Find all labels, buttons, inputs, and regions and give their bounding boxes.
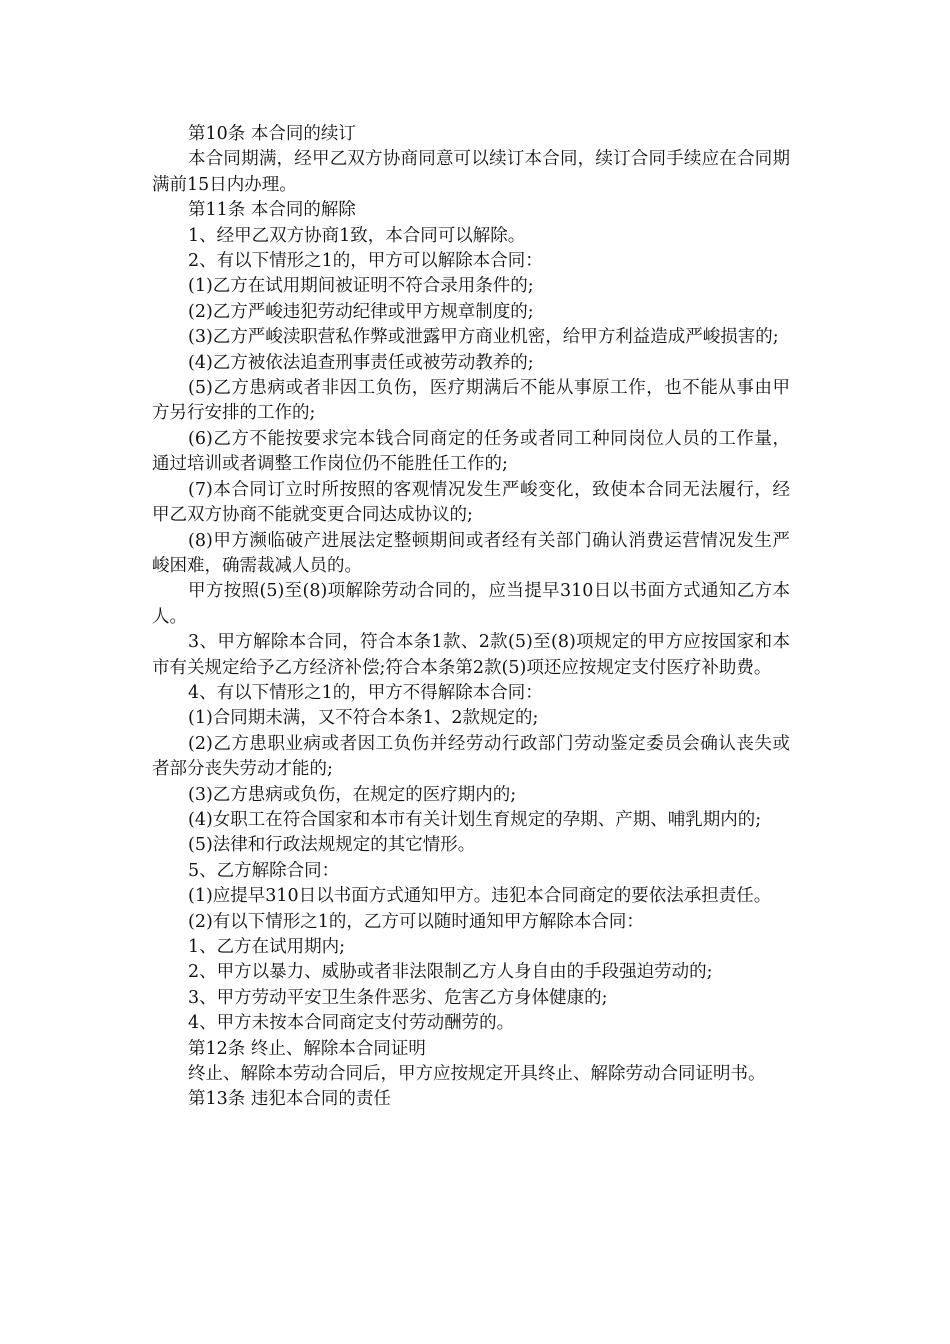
sub-item: (3)乙方患病或负伤，在规定的医疗期内的;	[188, 784, 517, 805]
sub-item: (2)乙方严峻违犯劳动纪律或甲方规章制度的;	[188, 301, 534, 322]
list-item: 3、甲方劳动平安卫生条件恶劣、危害乙方身体健康的;	[188, 987, 608, 1008]
sub-item: (1)合同期未满，又不符合本条1、2款规定的;	[188, 708, 539, 729]
sub-item: (5)法律和行政法规规定的其它情形。	[188, 835, 476, 856]
sub-item: (4)乙方被依法追查刑事责任或被劳动教养的;	[188, 352, 534, 373]
sub-item: (1)乙方在试用期间被证明不符合录用条件的;	[188, 276, 534, 297]
sub-item: (3)乙方严峻渎职营私作弊或泄露甲方商业机密，给甲方利益造成严峻损害的;	[188, 327, 779, 348]
clause-item: 4、有以下情形之1的，甲方不得解除本合同：	[188, 682, 543, 703]
sub-item: (7)本合同订立时所按照的客观情况发生严峻变化，致使本合同无法履行，经甲乙双方协商不能就变更合同达成协议的;	[152, 479, 790, 526]
paragraph: 甲方按照(5)至(8)项解除劳动合同的，应当提早310日以书面方式通知乙方本人。	[152, 581, 790, 627]
list-item: 1、乙方在试用期内;	[188, 937, 346, 957]
section-heading-13: 第13条 违犯本合同的责任	[188, 1089, 391, 1110]
sub-item: (2)有以下情形之1的，乙方可以随时通知甲方解除本合同：	[188, 911, 644, 932]
sub-item: (8)甲方濒临破产进展法定整顿期间或者经有关部门确认消费运营情况发生严峻困难，确需裁减人员的。	[152, 530, 790, 576]
clause-item: 1、经甲乙双方协商1致，本合同可以解除。	[188, 225, 526, 246]
sub-item: (5)乙方患病或者非因工负伤，医疗期满后不能从事原工作，也不能从事由甲方另行安排的工作的;	[152, 378, 790, 424]
sub-item: (4)女职工在符合国家和本市有关计划生育规定的孕期、产期、哺乳期内的;	[188, 809, 762, 830]
sub-item: (2)乙方患职业病或者因工负伤并经劳动行政部门劳动鉴定委员会确认丧失或者部分丧失劳动才能的;	[152, 733, 790, 780]
sub-item: (6)乙方不能按要求完本钱合同商定的任务或者同工种同岗位人员的工作量，通过培训或者调整工作岗位仍不能胜任工作的;	[152, 428, 790, 475]
list-item: 4、甲方未按本合同商定支付劳动酬劳的。	[188, 1013, 515, 1034]
clause-item: 2、有以下情形之1的，甲方可以解除本合同：	[188, 251, 543, 272]
paragraph: 终止、解除本劳动合同后，甲方应按规定开具终止、解除劳动合同证明书。	[188, 1064, 766, 1085]
clause-item: 3、甲方解除本合同，符合本条1款、2款(5)至(8)项规定的甲方应按国家和本市有关规定给予乙方经济补偿;符合本条第2款(5)项还应按规定支付医疗补助费。	[152, 632, 790, 678]
section-heading-11: 第11条 本合同的解除	[188, 200, 356, 221]
list-item: 2、甲方以暴力、威胁或者非法限制乙方人身自由的手段强迫劳动的;	[188, 962, 713, 983]
paragraph: 本合同期满，经甲乙双方协商同意可以续订本合同，续订合同手续应在合同期满前15日内办理。	[152, 149, 790, 195]
section-heading-10: 第10条 本合同的续订	[188, 124, 356, 144]
clause-item: 5、乙方解除合同：	[188, 860, 340, 881]
sub-item: (1)应提早310日以书面方式通知甲方。违犯本合同商定的要依法承担责任。	[188, 886, 772, 907]
document-body	[152, 122, 790, 1113]
section-heading-12: 第12条 终止、解除本合同证明	[188, 1038, 426, 1059]
